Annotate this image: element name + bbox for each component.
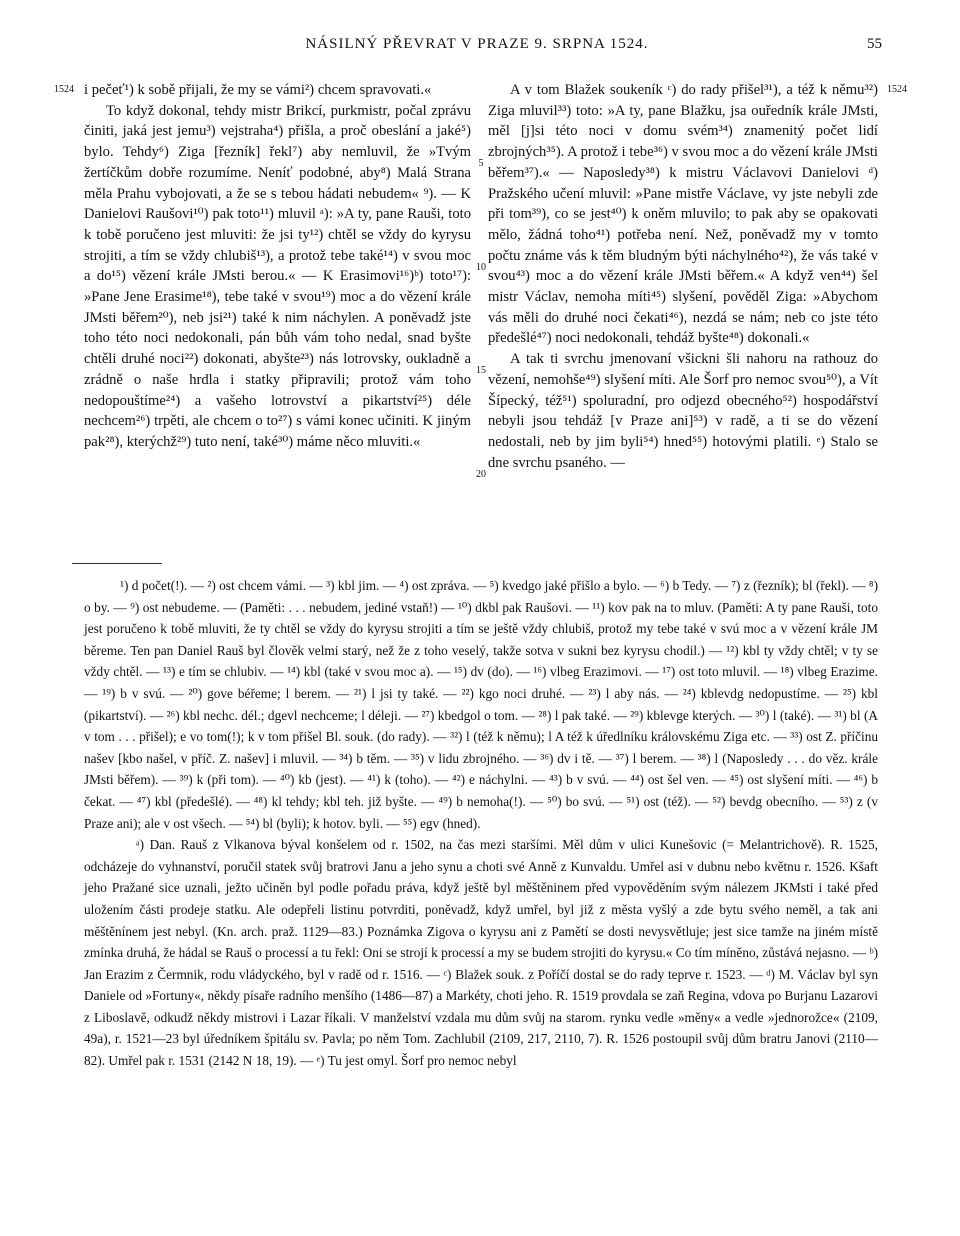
paragraph: i pečeť¹) k sobě přijali, že my se vámi²) chcem spravovati.« <box>84 82 432 98</box>
commentary-notes: ᵃ) Dan. Rauš z Vlkanova býval konšelem od r. 1502, na čas mezi staršími. Měl dům v ulici Kunešovic (= Melantrichově). R. 1525, odcházeje do vyhnanství, poručil statek svůj bratrovi Janu a jeho synu a choti své Anně z Kunvaldu. Umřel asi v dubnu nebo květnu r. 1526. Kšaft jeho Pražané sice uznali, ježto učiněn byl podle pořadu práva, když ještě byl měštěninem před vypověděním svým nálezem JKMsti i také před uložením části prodeje statku. Ale odepřeli listinu potvrditi, poněvadž, když umřel, byl již z města vyšlý a zde bytu svého neměl, a tak ani měštěnínem jest nebyl. (Kn. arch. praž. 1129—83.) Poznámka Zigova o kyrysu ani z Pamětí se dosti nevysvětluje; jest sice tamže na jiném místě zmínka druhá, že hádal se Rauš o processí a tu řekl: Oni se strojí k processí a my se budem strojiti do kyrysu.« Co tím míněno, zůstává nejasno. — ᵇ) Jan Erazim z Čermnik, rodu vládyckého, byl v radě od r. 1516. — ᶜ) Blažek souk. z Poříčí dostal se do rady teprve r. 1523. — ᵈ) M. Václav byl syn Daniele od »Fortuny«, někdy písaře radního menšího (1486—87) a Markéty, choti jeho. R. 1519 provdala se zaň Regina, vdova po Burjanu Lazarovi z Liboslavě, odkudž někdy mistrovi i Lazar říkali. V manželství vzdala mu dům svůj na starom. rynku vedle »měny« a vedle »jednorožce« (2109, 49a), r. 1521—23 byl úředníkem špitálu sv. Pavla; po něm Tom. Zachlubil (2109, 217, 2110, 7). R. 1526 postoupil svůj dům bratru Janovi (2110—82). Umřel pak r. 1531 (2142 N 18, 19). — ᵉ) Tu jest omyl. Šorf pro nemoc nebyl <box>84 837 878 1069</box>
footnote-divider <box>72 563 162 564</box>
variant-notes: ¹) d počet(!). — ²) ost chcem vámi. — ³) kbl jim. — ⁴) ost zpráva. — ⁵) kvedgo jaké přišlo a bylo. — ⁶) b Tedy. — ⁷) z (řezník); bl (řekl). — ⁸) o by. — ⁹) ost nebudeme. — (Paměti: . . . nebudem, jediné vstaň!) — ¹⁰) dkbl pak Raušovi. — ¹¹) kov pak na to mluv. (Paměti: A ty pane Rauši, toto jest poručeno k tobě mluviti, že ty chtěl se vždy do kyrysu strojiti a tím se ještě vždy chlubiš, protož my tebe také v svú moc a v vězení krále JM běreme. Ten pan Daniel Rauš byl člověk velmi starý, než že z toho veselý, takže sotva v sukni bez kyrysu chodil.) — ¹²) kbl ty vždy chtěl; v ty se vždy chtěl. — ¹³) e tím se chlubiv. — ¹⁴) kbl (také v svou moc a). — ¹⁵) dv (do). — ¹⁶) vlbeg Erazimovi. — ¹⁷) ost toto mluvil. — ¹⁸) vlbeg Erazime. — ¹⁹) b v svú. — ²⁰) gove béřeme; l berem. — ²¹) l jsi ty také. — ²²) kgo noci druhé. — ²³) l aby nás. — ²⁴) kblevdg nedopustíme. — ²⁵) kbl (pikartství). — ²⁶) kbl nechc. dél.; dgevl nechceme; l déleji. — ²⁷) kbedgol o tom. — ²⁸) l pak také. — ²⁹) kblevge kterých. — ³⁰) l (také). — ³¹) bl (A v tom . . . přišel); e vo tom(!); k v tom přišel Bl. souk. (do rady). — ³²) l (též k němu); l A též k úředlníku královskému Ziga etc. — ³³) ost Z. příčinu našev [kbo našel, v příč. Z. našev] i mluvil. — ³⁴) b těm. — ³⁵) v lidu zbrojného. — ³⁶) dv i tě. — ³⁷) l berem. — ³⁸) l (Naposledy . . . do věz. krále JMsti běřem). — ³⁹) k (při tom). — ⁴⁰) kb (jest). — ⁴¹) k (toho). — ⁴²) e náchylni. — ⁴³) b v svú. — ⁴⁴) ost šel ven. — ⁴⁵) ost slyšení míti. — ⁴⁶) b čekat. — ⁴⁷) kbl (předešlé). — ⁴⁸) kl tehdy; kbl teh. již byšte. — ⁴⁹) b nemoha(!). — ⁵⁰) bo svú. — ⁵¹) ost (též). — ⁵²) bevdg obecního. — ⁵³) z (v Praze ani); ale v ost všech. — ⁵⁴) bl (byli); k hotov. byli. — ⁵⁵) egv (hned). <box>84 578 878 831</box>
page-number: 55 <box>867 36 882 52</box>
footnotes <box>84 575 878 1072</box>
running-title: NÁSILNÝ PŘEVRAT V PRAZE 9. SRPNA 1524. <box>305 36 649 52</box>
paragraph: To když dokonal, tehdy mistr Brikcí, purkmistr, počal zprávu činiti, jaká jest jemu³) vejstraha⁴) přišla, a proč obeslání a jaké⁵) bylo. Tehdy⁶) Ziga [řezník] řekl⁷) aby nemluvil, že »Tvým žertíčkům dobře rozumíme. Neníť podobné, aby⁸) Malá Strana měla Prahu vybojovati, a že se s tebou hádati nebudem« ⁹). — K Danielovi Raušovi¹⁰) pak toto¹¹) mluvil ᵃ): »A ty, pane Rauši, toto k tobě poručeno jest mluviti: že jsi ty¹²) chtěl se vždy do kyrysu strojiti, a tím se vždy chlubiš¹³), a protož tebe také¹⁴) v svou moc a do¹⁵) vězení krále JMsti berou.« — K Erasimovi¹⁶)ᵇ) toto¹⁷): »Pane Jene Erasime¹⁸), tebe také v svou¹⁹) moc a do vězení krále JMsti běřem²⁰), neb jsi²¹) také k nim náchylen. A poněvadž jste toho této noci nedokonali, pán bůh vám toho nedal, snad byšte chtěli druhé noci²²) dokonati, abyšte²³) nás lotrovsky, oukladně a zrádně o naše hrdla i statky připravili; protož vám toho nedopouštíme²⁴) a vašeho lotrovství a pikartství²⁵) déle nechcem²⁶) trpěti, ale chcem o to²⁷) s vámi konec učiniti. K jiným pak²⁸), kterýchž²⁹) tuto není, také³⁰) máme něco mluviti.« <box>84 102 471 450</box>
line-number-5: 5 <box>478 158 484 169</box>
line-number-15: 15 <box>476 365 486 376</box>
page-header <box>72 36 882 60</box>
margin-year-right: 1524 <box>887 84 907 95</box>
line-number-10: 10 <box>476 262 486 273</box>
right-column <box>488 80 878 473</box>
paragraph: A v tom Blažek soukeník ᶜ) do rady přišel³¹), a též k němu³²) Ziga mluvil³³) toto: »A ty, pane Blažku, jsa ouředník krále JMsti, měl [j]si této noci v domu svém³⁴) znamenitý počet lidí zbrojných³⁵). A protož i tebe³⁶) v svou moc a do vězení krále JMsti běřem³⁷).« — Naposledy³⁸) k mistru Václavovi Danielovi ᵈ) Pražského učení mluvil: »Pane mistře Václave, vy jste nebyli zde při tom³⁹), co se jest⁴⁰) k oněm mluvilo; to pak aby se opakovati mělo, žádná toho⁴¹) potřeba není. Než, poněvadž my v tomto počtu známe vás k těm bludným býti náchylného⁴²), že vás také v svou⁴³) moc a do vězení krále JMsti běřem.« A když ven⁴⁴) šel mistr Václav, nemoha míti⁴⁵) slyšení, pověděl Ziga: »Abychom vás měli do druhé noci čekati⁴⁶), nezdá se nám; neb co jste této předešlé⁴⁷) noci nedokonali, tehdáž byšte⁴⁸) dokonali.« <box>488 82 878 347</box>
paragraph: A tak ti svrchu jmenovaní všickni šli nahoru na rathouz do vězení, nemohše⁴⁹) slyšení míti. Ale Šorf pro nemoc svou⁵⁰), a Vít Šípecký, též⁵¹) spoluradní, pro odjezd obecného⁵²) hospodářství nebyli jsou tehdáž [v Praze ani]⁵³) v radě, a ti se do vězení nedostali, neb by jim byli⁵⁴) hned⁵⁵) hotovými platili. ᵉ) Stalo se dne svrchu psaného. — <box>488 351 878 471</box>
line-number-20: 20 <box>476 469 486 480</box>
left-column <box>84 80 471 453</box>
margin-year-left: 1524 <box>54 84 74 95</box>
